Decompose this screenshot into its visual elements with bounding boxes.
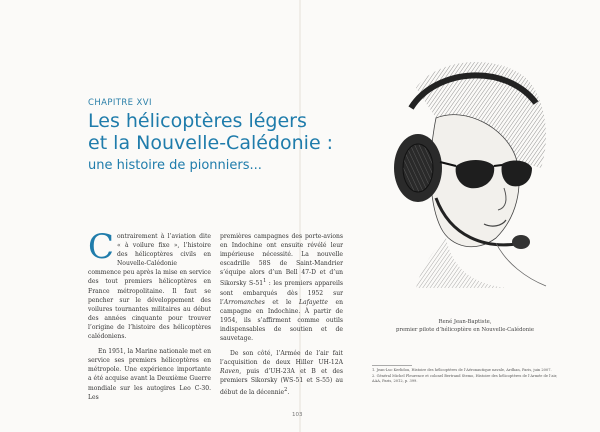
ship-name: Lafayette	[299, 298, 328, 306]
pilot-portrait-illustration	[356, 48, 556, 288]
footnotes	[372, 368, 562, 385]
text-column-1	[88, 227, 211, 408]
chapter-label: CHAPITRE XVI	[88, 98, 152, 108]
paragraph: En 1951, la Marine nationale met en service ses premiers hélicoptères en métropole. Une expérience importante a été acquise avant la Deuxième Guerre mondiale sur les autogires Leo C-30. Les	[88, 348, 211, 401]
chapter-subtitle: une histoire de pionniers...	[88, 158, 262, 173]
ship-name: Arromanches	[223, 298, 265, 306]
caption-name: René Jean-Baptiste,	[438, 319, 492, 325]
aircraft-name: Raven	[220, 368, 240, 376]
footnote: 2. Général Michel Fleurence et colonel Bertrand Stemo, Histoire des hélicoptères de l’Armée de l’air, AAA, Paris, 2012, p. 399.	[372, 373, 558, 383]
portrait-caption	[380, 318, 550, 334]
paragraph: premières campagnes des porte-avions en Indochine ont ensuite révélé leur impérieuse nécessité. La nouvelle escadrille 58S de Saint-Mandrier s’équipe alors d’un Bell 47-D et d’un Sikorsky $S-51^1$ : les premiers appareils sont embarqués dès 1952 sur l’Arromanches et le Lafayette en campagne en Indochine. À partir de 1954, ils s’affirment comme outils indispensables de soutien et de sauvetage.	[220, 233, 343, 343]
chapter-title	[88, 110, 368, 154]
footnote-ref: 2	[284, 386, 288, 393]
footnote: 1. Jean-Luc Kerlidou, Histoire des hélicoptères de l’Aéronautique navale, Ardhan, Paris, juin 2007.	[372, 368, 552, 372]
text-column-2	[220, 232, 343, 403]
drop-cap: C	[88, 227, 115, 267]
paragraph: De son côté, l’Armée de l’air fait l’acquisition de deux Hiller UH-12A Raven, puis d’UH-23A et B et des premiers Sikorsky (WS-51 et S-55) au début de la décennie$^2$.	[220, 350, 343, 396]
title-line-2: et la Nouvelle-Calédonie :	[88, 132, 334, 154]
paragraph: Contrairement à l’aviation dite « à voilure fixe », l’histoire des hélicoptères civils en Nouvelle-Calédonie commence peu après la mise en service des tout premiers hélicoptères en France métropolitaine. Il faut se pencher sur le développement des voilures tournantes militaires au début des années cinquante pour trouver l’origine de l’histoire des hélicoptères calédoniens.	[88, 227, 211, 341]
page-number: 103	[292, 412, 303, 418]
title-line-1: Les hélicoptères légers	[88, 110, 307, 132]
footnote-rule	[372, 365, 412, 366]
caption-description: premier pilote d’hélicoptère en Nouvelle-Calédonie	[396, 327, 534, 333]
footnote-ref: 1	[263, 278, 267, 285]
